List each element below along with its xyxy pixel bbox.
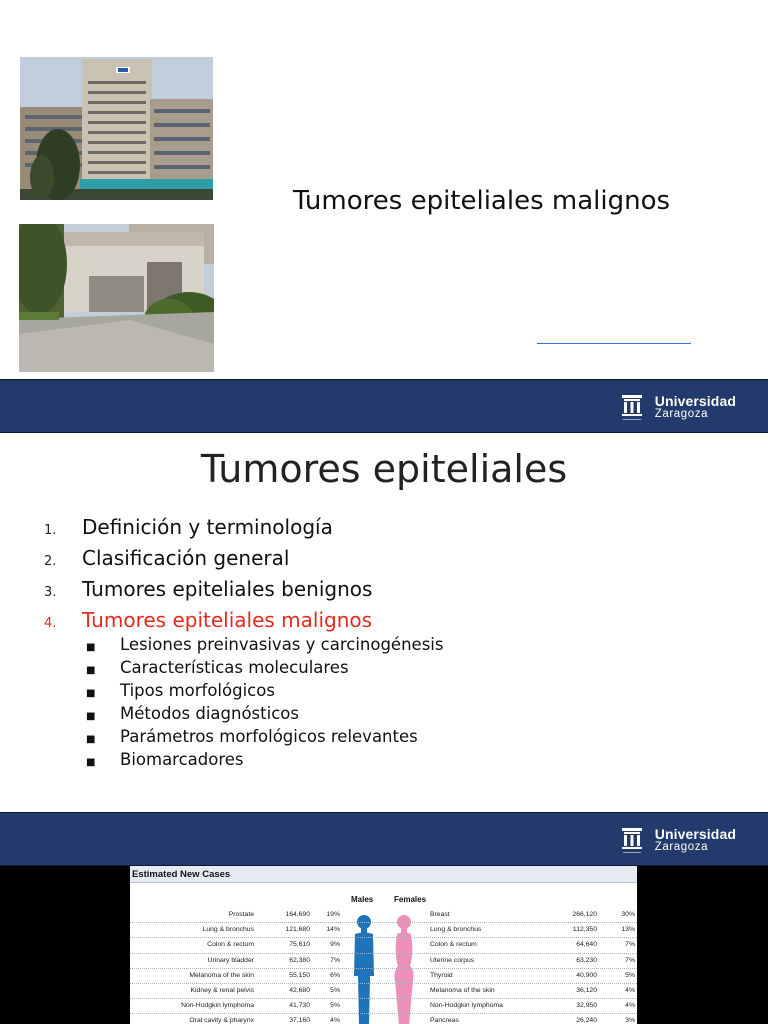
cancer-site: Uterine corpus xyxy=(430,956,475,964)
case-count: 37,160 xyxy=(289,1017,310,1024)
subtopic-text: Métodos diagnósticos xyxy=(120,704,299,723)
topic-number: 2. xyxy=(44,554,57,569)
cancer-site: Breast xyxy=(430,911,450,918)
case-percent: 3% xyxy=(625,1017,635,1024)
cancer-site: Non-Hodgkin lymphoma xyxy=(430,1002,503,1010)
case-percent: 4% xyxy=(330,1017,340,1024)
male-table-row xyxy=(130,907,350,922)
female-silhouette-icon xyxy=(392,914,416,1024)
case-percent: 9% xyxy=(330,941,340,949)
university-logo xyxy=(621,394,736,422)
hospital-building-illustration xyxy=(20,57,213,200)
cancer-site: Colon & rectum xyxy=(207,941,254,949)
table-header: Estimated New Cases xyxy=(130,866,637,883)
university-emblem-icon xyxy=(621,394,643,422)
case-count: 32,950 xyxy=(576,1002,597,1010)
female-table-row xyxy=(430,998,637,1013)
subtopic-item xyxy=(86,681,443,704)
subtopic-item xyxy=(86,635,443,658)
university-banner xyxy=(0,812,768,866)
topic-list xyxy=(44,515,372,639)
topic-text: Clasificación general xyxy=(82,546,290,570)
topic-number: 3. xyxy=(44,585,57,600)
slide-1 xyxy=(0,0,768,380)
cancer-site: Lung & bronchus xyxy=(430,926,482,934)
cancer-site: Prostate xyxy=(228,911,254,918)
female-table-row xyxy=(430,907,637,922)
case-count: 40,900 xyxy=(576,971,597,979)
hospital-building-photo xyxy=(20,57,213,200)
university-name: Universidad xyxy=(654,393,736,409)
case-percent: 4% xyxy=(625,1002,635,1010)
topic-text: Tumores epiteliales malignos xyxy=(82,608,373,632)
square-bullet-icon: ■ xyxy=(86,642,96,653)
female-table-row xyxy=(430,953,637,968)
case-count: 63,230 xyxy=(576,956,597,964)
male-table-row xyxy=(130,998,350,1013)
case-percent: 13% xyxy=(621,926,635,934)
university-emblem-icon xyxy=(621,827,643,855)
case-percent: 5% xyxy=(330,1002,340,1010)
case-count: 26,240 xyxy=(576,1017,597,1024)
topic-text: Tumores epiteliales benignos xyxy=(82,577,373,601)
case-count: 41,730 xyxy=(289,1002,310,1010)
case-percent: 6% xyxy=(330,971,340,979)
university-name: Universidad xyxy=(654,826,736,842)
slide-1-title: Tumores epiteliales malignos xyxy=(293,186,671,216)
case-percent: 5% xyxy=(625,971,635,979)
hospital-entrance-illustration xyxy=(19,224,214,372)
male-silhouette-icon xyxy=(352,914,376,1024)
topic-number: 1. xyxy=(44,523,57,538)
female-table-row xyxy=(430,983,637,998)
cancer-site: Pancreas xyxy=(430,1017,459,1024)
case-count: 62,380 xyxy=(289,956,310,964)
square-bullet-icon: ■ xyxy=(86,665,96,676)
male-table-row xyxy=(130,937,350,952)
subtopic-item xyxy=(86,727,443,750)
case-count: 112,350 xyxy=(572,926,597,934)
slide-2-title: Tumores epiteliales xyxy=(200,447,568,491)
female-table-row xyxy=(430,937,637,952)
topic-item-3 xyxy=(44,577,372,608)
university-city: Zaragoza xyxy=(654,408,709,420)
case-count: 55,150 xyxy=(289,971,310,979)
subtopic-item xyxy=(86,750,443,773)
topic-item-2 xyxy=(44,546,372,577)
cancer-site: Thyroid xyxy=(430,971,453,979)
link-underline[interactable] xyxy=(537,343,691,344)
subtopic-item xyxy=(86,704,443,727)
subtopic-text: Parámetros morfológicos relevantes xyxy=(120,727,418,746)
university-logo xyxy=(621,827,736,855)
cancer-site: Non-Hodgkin lymphoma xyxy=(181,1002,254,1010)
square-bullet-icon: ■ xyxy=(86,734,96,745)
case-count: 42,680 xyxy=(289,987,310,994)
females-label: Females xyxy=(394,895,427,904)
case-percent: 7% xyxy=(330,956,340,964)
case-percent: 7% xyxy=(625,941,635,949)
square-bullet-icon: ■ xyxy=(86,711,96,722)
cancer-site: Melanoma of the skin xyxy=(430,987,495,994)
square-bullet-icon: ■ xyxy=(86,688,96,699)
male-table-row xyxy=(130,1013,350,1024)
subtopic-text: Lesiones preinvasivas y carcinogénesis xyxy=(120,635,444,654)
male-table-row xyxy=(130,922,350,937)
case-percent: 30% xyxy=(621,911,635,918)
subtopic-text: Características moleculares xyxy=(120,658,349,677)
case-count: 266,120 xyxy=(572,911,597,918)
cancer-site: Lung & bronchus xyxy=(202,926,254,934)
case-percent: 7% xyxy=(625,956,635,964)
case-percent: 19% xyxy=(326,911,340,918)
female-table-row xyxy=(430,922,637,937)
cancer-site: Oral cavity & pharynx xyxy=(189,1017,254,1024)
cancer-site: Kidney & renal pelvis xyxy=(190,987,254,994)
case-count: 164,690 xyxy=(285,911,310,918)
case-count: 75,610 xyxy=(289,941,310,949)
topic-number: 4. xyxy=(44,616,57,631)
cancer-statistics-table xyxy=(130,866,637,1024)
male-table-row xyxy=(130,983,350,998)
square-bullet-icon: ■ xyxy=(86,757,96,768)
university-banner xyxy=(0,379,768,433)
male-table-row xyxy=(130,968,350,983)
case-percent: 4% xyxy=(625,987,635,994)
subtopic-text: Tipos morfológicos xyxy=(120,681,275,700)
male-table-row xyxy=(130,953,350,968)
topic-text: Definición y terminología xyxy=(82,515,333,539)
cancer-site: Colon & rectum xyxy=(430,941,477,949)
cancer-site: Urinary bladder xyxy=(207,956,254,964)
university-city: Zaragoza xyxy=(654,841,709,853)
female-table-row xyxy=(430,1013,637,1024)
case-percent: 5% xyxy=(330,987,340,994)
subtopic-text: Biomarcadores xyxy=(120,750,244,769)
hospital-entrance-photo xyxy=(19,224,214,372)
subtopic-list xyxy=(86,635,443,773)
case-count: 64,640 xyxy=(576,941,597,949)
subtopic-item xyxy=(86,658,443,681)
case-count: 36,120 xyxy=(576,987,597,994)
males-label: Males xyxy=(351,895,374,904)
topic-item-1 xyxy=(44,515,372,546)
case-count: 121,680 xyxy=(285,926,310,934)
cancer-site: Melanoma of the skin xyxy=(189,971,254,979)
case-percent: 14% xyxy=(326,926,340,934)
female-table-row xyxy=(430,968,637,983)
